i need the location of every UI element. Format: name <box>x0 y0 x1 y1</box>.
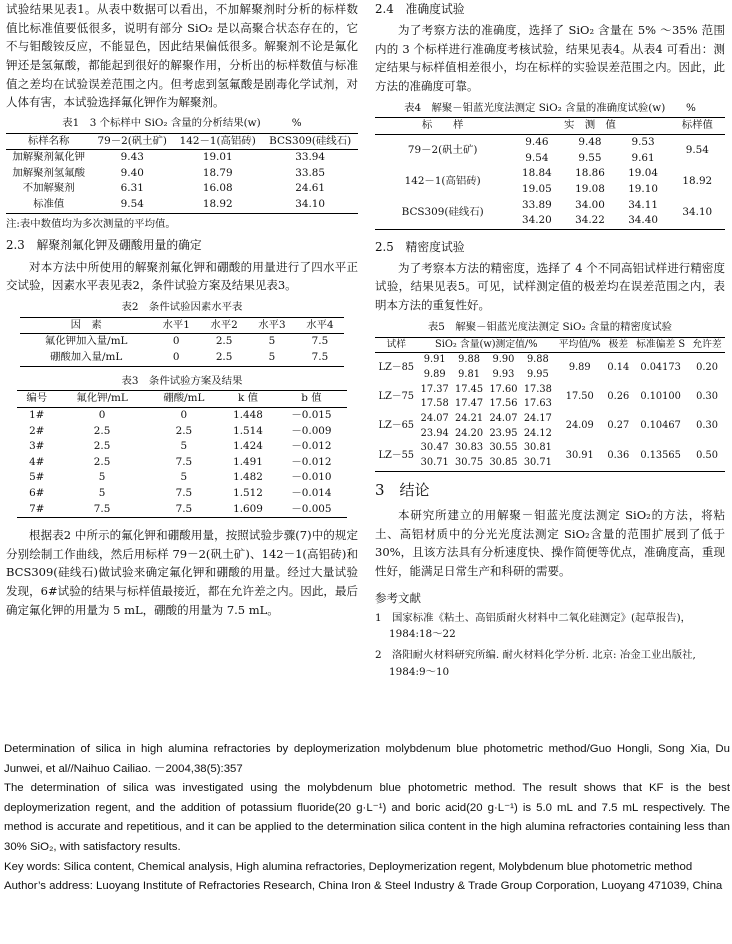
table-cell: 0.36 <box>604 441 632 471</box>
table-row <box>375 412 725 427</box>
table-cell: 2.5 <box>93 455 111 468</box>
section-3-title: 3 结论 <box>375 480 430 499</box>
table1-note: 注:表中数值均为多次测量的平均值。 <box>6 217 176 230</box>
table-cell: 9.81 <box>458 368 480 380</box>
table-cell: 16.08 <box>202 182 233 195</box>
table-cell: －0.010 <box>291 471 332 484</box>
table-cell: 19.01 <box>202 151 233 164</box>
table-cell: 0.26 <box>607 390 630 402</box>
table-cell: －0.009 <box>291 424 332 437</box>
table-cell: 5 <box>180 440 188 453</box>
table-cell: 0 <box>172 350 180 363</box>
table-cell: 24.17 <box>523 412 552 424</box>
table-cell: 9.88 <box>526 354 549 366</box>
table-row <box>17 407 348 423</box>
table5-header-cell: 平均值/% <box>555 337 604 353</box>
table-cell: 24.21 <box>455 412 484 424</box>
table-cell: 24.61 <box>295 182 326 195</box>
table-cell: 9.46 <box>525 136 549 149</box>
table5 <box>375 337 725 472</box>
section-2-4-title: 2.4 准确度试验 <box>375 2 465 16</box>
table2-header-cell: 水平4 <box>296 317 344 334</box>
table-cell: 17.50 <box>565 390 594 402</box>
table-cell: 30.83 <box>455 442 484 454</box>
table-cell: 5 <box>98 471 106 484</box>
intro-paragraph: 试验结果见表1。从表中数据可以看出，不加解聚剂时分析的标样数值比标准值要低很多，说明有部分 SiO₂ 是以高聚合状态存在的，它不与钼酸铵反应，不能显色，因此结果偏低很多。解聚剂不论是氟化钾还是氢氟酸，都能起到很好的解聚作用，分析出的标样数值与标准值之差均在试验误差范围之内。但考虑到氢氟酸是剧毒化学试剂，对人体有害，本试验选择氟化钾作为解聚剂。 <box>6 2 358 110</box>
table-cell: 0.10467 <box>640 420 681 432</box>
table5-header-cell: SiO₂ 含量(w)测定值/% <box>417 337 555 353</box>
table-cell: 9.40 <box>120 166 144 179</box>
table-cell: 17.60 <box>489 383 518 395</box>
table-cell: －0.012 <box>291 440 332 453</box>
section-2-4-paragraph: 为了考察方法的准确度，选择了 SiO₂ 含量在 5% ～35% 范围内的 3 个标样进行准确度考核试验，结果见表4。从表4 可看出：测定结果与标样值相差很小，均在标样的实验误差范围之内。因此，此方法的准确度可靠。 <box>375 23 725 93</box>
table-row <box>6 181 358 197</box>
table-cell: 24.20 <box>455 427 484 439</box>
table-row <box>6 197 358 213</box>
table-cell: 0.13565 <box>632 441 689 471</box>
table-cell: 30.85 <box>489 457 518 469</box>
table3-caption: 表3 条件试验方案及结果 <box>121 374 243 387</box>
table-cell: 7.5 <box>311 350 329 363</box>
left-column <box>6 0 358 619</box>
table-row <box>375 135 725 151</box>
table-cell: 0 <box>98 408 106 421</box>
table-cell: 19.08 <box>575 182 605 195</box>
table-cell: 9.61 <box>631 151 655 164</box>
section-2-3-paragraph: 对本方法中所使用的解聚剂氟化钾和硼酸的用量进行了四水平正交试验，因素水平表见表2，条件试验方案及结果见表3。 <box>6 259 358 293</box>
table-cell: 2.5 <box>215 335 233 348</box>
table-row <box>17 470 348 486</box>
table-cell: 34.11 <box>628 198 658 211</box>
table-cell: 30.75 <box>455 457 484 469</box>
table-cell: 19.10 <box>628 182 658 195</box>
table3-header-cell: k 值 <box>221 391 276 408</box>
english-abstract <box>0 740 730 897</box>
table-cell: 34.10 <box>670 198 725 230</box>
table-cell: 17.38 <box>523 383 552 395</box>
table-cell: 9.89 <box>568 361 591 373</box>
table-cell: 1.482 <box>233 471 263 484</box>
table-cell: 9.48 <box>578 136 602 149</box>
table-cell: 19.04 <box>628 167 658 180</box>
table-cell: 30.71 <box>523 457 552 469</box>
table-row <box>375 166 725 182</box>
table4-caption: 表4 解聚－钼蓝光度法测定 SiO₂ 含量的准确度试验(w) % <box>404 101 696 114</box>
table-cell: 17.47 <box>455 398 484 410</box>
table-cell: 142－1(高铝砖) <box>404 175 481 188</box>
table-cell: 18.79 <box>202 166 233 179</box>
table4-header-cell: 实 测 值 <box>510 118 669 135</box>
table-cell: －0.005 <box>291 502 332 515</box>
table-cell: 30.91 <box>555 441 604 471</box>
table-row <box>20 334 344 350</box>
table-cell: －0.015 <box>291 408 332 421</box>
table-cell: 9.53 <box>631 136 655 149</box>
table5-header-cell: 标准偏差 S <box>632 337 689 353</box>
table-cell: 2.5 <box>215 350 233 363</box>
table4-header-cell: 标样值 <box>670 118 725 135</box>
table5-caption: 表5 解聚－钼蓝光度法测定 SiO₂ 含量的精密度试验 <box>427 320 673 333</box>
table-row <box>375 353 725 368</box>
table-cell: 1.512 <box>233 487 263 500</box>
table3-header-cell: b 值 <box>276 391 348 408</box>
table-cell: 34.22 <box>575 214 605 227</box>
table-cell: 30.71 <box>420 457 449 469</box>
table-cell: 9.55 <box>578 151 602 164</box>
table-cell: 18.92 <box>682 175 713 188</box>
abstract-body: The determination of silica was investigated using the molybdenum blue photometric method. The result shows that KF is the best deploymerization regent, and the addition of potassium fluoride(20 g·L⁻¹) and boric acid(20 g·L⁻¹) is 5.0 mL and 7.5 mL respectively. The method is accurate and repetitious, and it can be applied to the determination silica content in the high alumina refractories containing less than 30% SiO₂, with satisfactory results. <box>4 782 730 854</box>
table-row <box>17 424 348 440</box>
table-cell: 7.5 <box>175 502 193 515</box>
table4-header <box>375 118 725 135</box>
table-cell: 9.54 <box>120 198 144 211</box>
table-cell: 7.5 <box>175 455 193 468</box>
table-cell: 0.04173 <box>640 361 681 373</box>
table1-header <box>6 133 358 150</box>
reference-item: 1 国家标准《粘土、高铝质耐火材料中二氧化硅测定》(起草报告)，1984:18～22 <box>375 612 692 641</box>
table-row <box>6 166 358 182</box>
table2-header-cell: 水平1 <box>152 317 200 334</box>
table-row <box>375 198 725 214</box>
table-cell: 33.94 <box>295 151 326 164</box>
table-cell: 17.63 <box>523 398 552 410</box>
table-cell: 7# <box>29 502 45 515</box>
table-cell: 5 <box>268 350 276 363</box>
table-cell: 2.5 <box>175 424 193 437</box>
table-cell: 2.5 <box>93 424 111 437</box>
table-cell: 标准值 <box>33 198 65 211</box>
table-cell: 33.89 <box>522 198 552 211</box>
table-cell: BCS309(硅线石) <box>375 198 510 230</box>
table5-header-cell: 极差 <box>604 337 632 353</box>
abstract-title-line: Determination of silica in high alumina refractories by deploymerization molybdenum blue photometric method/Guo Hongli, Song Xia, Du Junwei, et al//Naihuo Cailiao. －2004,38(5):357 <box>4 743 730 775</box>
table-row <box>17 439 348 455</box>
table-cell: 9.54 <box>685 143 709 156</box>
table-cell: 9.93 <box>492 368 515 380</box>
table3-header-cell: 氟化钾/mL <box>57 391 147 408</box>
table-cell: 0.30 <box>696 390 718 402</box>
table-cell: 2# <box>29 424 45 437</box>
table-cell: 5 <box>180 471 188 484</box>
table2-caption: 表2 条件试验因素水平表 <box>121 300 243 313</box>
abstract-address: Author’s address: Luoyang Institute of Refractories Research, China Iron & Steel Industry & Trade Group Corporation, Luoyang 471039, China <box>4 880 723 893</box>
table-cell: 7.5 <box>311 335 329 348</box>
table-cell: 18.92 <box>202 198 233 211</box>
table-cell: 5# <box>29 471 45 484</box>
table-cell: 24.12 <box>523 427 552 439</box>
table3-header-cell: 编号 <box>17 391 57 408</box>
table-cell: 1.514 <box>233 424 263 437</box>
table3-header <box>17 391 348 408</box>
table-cell: 9.95 <box>526 368 549 380</box>
right-column <box>375 0 725 685</box>
table-cell: 6.31 <box>120 182 144 195</box>
table-cell: 5 <box>268 335 276 348</box>
table1-caption: 表1 3 个标样中 SiO₂ 含量的分析结果(w) % <box>62 116 302 129</box>
table-cell: 33.85 <box>295 166 326 179</box>
table-cell: 1# <box>29 408 45 421</box>
table-row <box>375 383 725 398</box>
table-cell: 加解聚剂氟化钾 <box>12 151 86 164</box>
table-cell: 6# <box>29 487 45 500</box>
table-cell: LZ－75 <box>378 390 415 402</box>
table-cell: 9.54 <box>525 151 549 164</box>
section-2-3-title: 2.3 解聚剂氟化钾及硼酸用量的确定 <box>6 238 202 253</box>
table-cell: 30.81 <box>523 442 552 454</box>
table-cell: 34.20 <box>522 214 552 227</box>
table2-header <box>20 317 344 334</box>
table-cell: 0.30 <box>696 420 718 432</box>
table-cell: －0.012 <box>291 455 332 468</box>
references-title: 参考文献 <box>375 590 421 605</box>
table1-header-cell: 79－2(矾土矿) <box>91 133 173 150</box>
table-cell: 加解聚剂氢氟酸 <box>12 166 86 179</box>
table-cell: LZ－65 <box>378 420 415 432</box>
table-cell: 0 <box>172 335 180 348</box>
table-row <box>375 441 725 456</box>
table-cell: 0.50 <box>689 441 725 471</box>
abstract-keywords: Key words: Silica content, Chemical analysis, High alumina refractories, Deploymerization regent, Molybdenum blue photometric method <box>4 860 693 873</box>
table-cell: 30.55 <box>489 442 518 454</box>
table-cell: 氟化钾加入量/mL <box>44 335 128 348</box>
table-cell: 24.07 <box>420 412 449 424</box>
table-cell: 7.5 <box>175 487 193 500</box>
table4-header-cell: 标 样 <box>375 118 510 135</box>
table-row <box>17 502 348 518</box>
table-cell: 9.91 <box>423 354 446 366</box>
table2 <box>20 317 344 367</box>
table3 <box>17 390 348 518</box>
table-cell: 24.09 <box>565 420 594 432</box>
table5-header-cell: 允许差 <box>689 337 725 353</box>
table1 <box>6 133 358 214</box>
table-cell: 0.14 <box>607 361 630 373</box>
table-cell: 不加解聚剂 <box>22 182 75 195</box>
table1-header-cell: BCS309(硅线石) <box>262 133 358 150</box>
table1-header-cell: 标样名称 <box>6 133 91 150</box>
table-cell: 17.45 <box>455 383 484 395</box>
table-cell: 2.5 <box>93 440 111 453</box>
table2-header-cell: 水平2 <box>200 317 248 334</box>
table-cell: 1.491 <box>233 455 263 468</box>
table-cell: 30.47 <box>420 442 449 454</box>
table-cell: LZ－85 <box>378 361 415 373</box>
table-cell: 9.43 <box>120 151 144 164</box>
table-cell: 79－2(矾土矿) <box>407 143 478 156</box>
table-cell: 18.86 <box>575 167 605 180</box>
table-cell: 18.84 <box>522 167 552 180</box>
table-cell: 34.10 <box>295 198 326 211</box>
table-cell: 9.90 <box>492 354 515 366</box>
table-cell: 5 <box>98 487 106 500</box>
table-cell: 23.95 <box>489 427 518 439</box>
reference-item: 2 洛阳耐火材料研究所编. 耐火材料化学分析. 北京: 冶金工业出版社, 1984:9～10 <box>375 649 696 678</box>
table2-header-cell: 因 素 <box>20 317 152 334</box>
table-cell: 9.89 <box>423 368 446 380</box>
table-cell: 19.05 <box>522 182 552 195</box>
table-cell: 7.5 <box>93 502 111 515</box>
table-row <box>17 455 348 471</box>
table-cell: 0.10100 <box>640 390 681 402</box>
table-cell: 17.37 <box>420 383 449 395</box>
table-cell: 硼酸加入量/mL <box>50 350 123 363</box>
section-2-5-paragraph: 为了考察本方法的精密度，选择了 4 个不同高铝试样进行精密度试验，结果见表5。可见，试样测定值的极差均在误差范围之内，表明本方法的重复性好。 <box>375 260 725 313</box>
table-cell: 3# <box>29 440 45 453</box>
table-cell: 23.94 <box>420 427 449 439</box>
table-cell: 1.609 <box>233 502 263 515</box>
table-cell: 0.27 <box>607 420 630 432</box>
table5-header <box>375 337 725 353</box>
table-cell: 24.07 <box>489 412 518 424</box>
table-cell: 34.00 <box>575 198 605 211</box>
section-2-5-title: 2.5 精密度试验 <box>375 239 465 254</box>
table-cell: LZ－55 <box>375 441 417 471</box>
table2-header-cell: 水平3 <box>248 317 296 334</box>
table-cell: 9.88 <box>458 354 480 366</box>
table-cell: 0.20 <box>696 361 718 373</box>
table4 <box>375 117 725 229</box>
table-row <box>17 486 348 502</box>
table-cell: 0 <box>180 408 188 421</box>
table-cell: －0.014 <box>291 487 332 500</box>
table5-header-cell: 试样 <box>375 337 417 353</box>
table1-header-cell: 142－1(高铝砖) <box>173 133 262 150</box>
section-3-paragraph: 本研究所建立的用解聚－钼蓝光度法测定 SiO₂的方法，将粘土、高铝材质中的分光光度法测定 SiO₂含量的范围扩展到了低于 30%，且该方法具有分析速度快、操作简便等优点，准确度高，重现性好，能满足日常生产和科研的需要。 <box>375 508 725 578</box>
table-cell: 17.58 <box>420 398 449 410</box>
table-row <box>20 350 344 366</box>
table-row <box>6 150 358 166</box>
table3-header-cell: 硼酸/mL <box>147 391 220 408</box>
after-table3-paragraph: 根据表2 中所示的氟化钾和硼酸用量，按照试验步骤(7)中的规定分别绘制工作曲线，然后用标样 79－2(矾土矿)、142－1(高铝砖)和 BCS309(硅线石)做试验来确定氟化钾和硼酸的用量。经过大量试验发现，6#试验的结果与标样值最接近，都在允许差之内。因此，最后确定氟化钾的用量为 5 mL，硼酸的用量为 7.5 mL。 <box>6 528 358 617</box>
table-cell: 4# <box>29 455 45 468</box>
table-cell: 17.56 <box>489 398 518 410</box>
table-cell: 1.424 <box>233 440 263 453</box>
table-cell: 34.40 <box>628 214 658 227</box>
table-cell: 1.448 <box>233 408 263 421</box>
